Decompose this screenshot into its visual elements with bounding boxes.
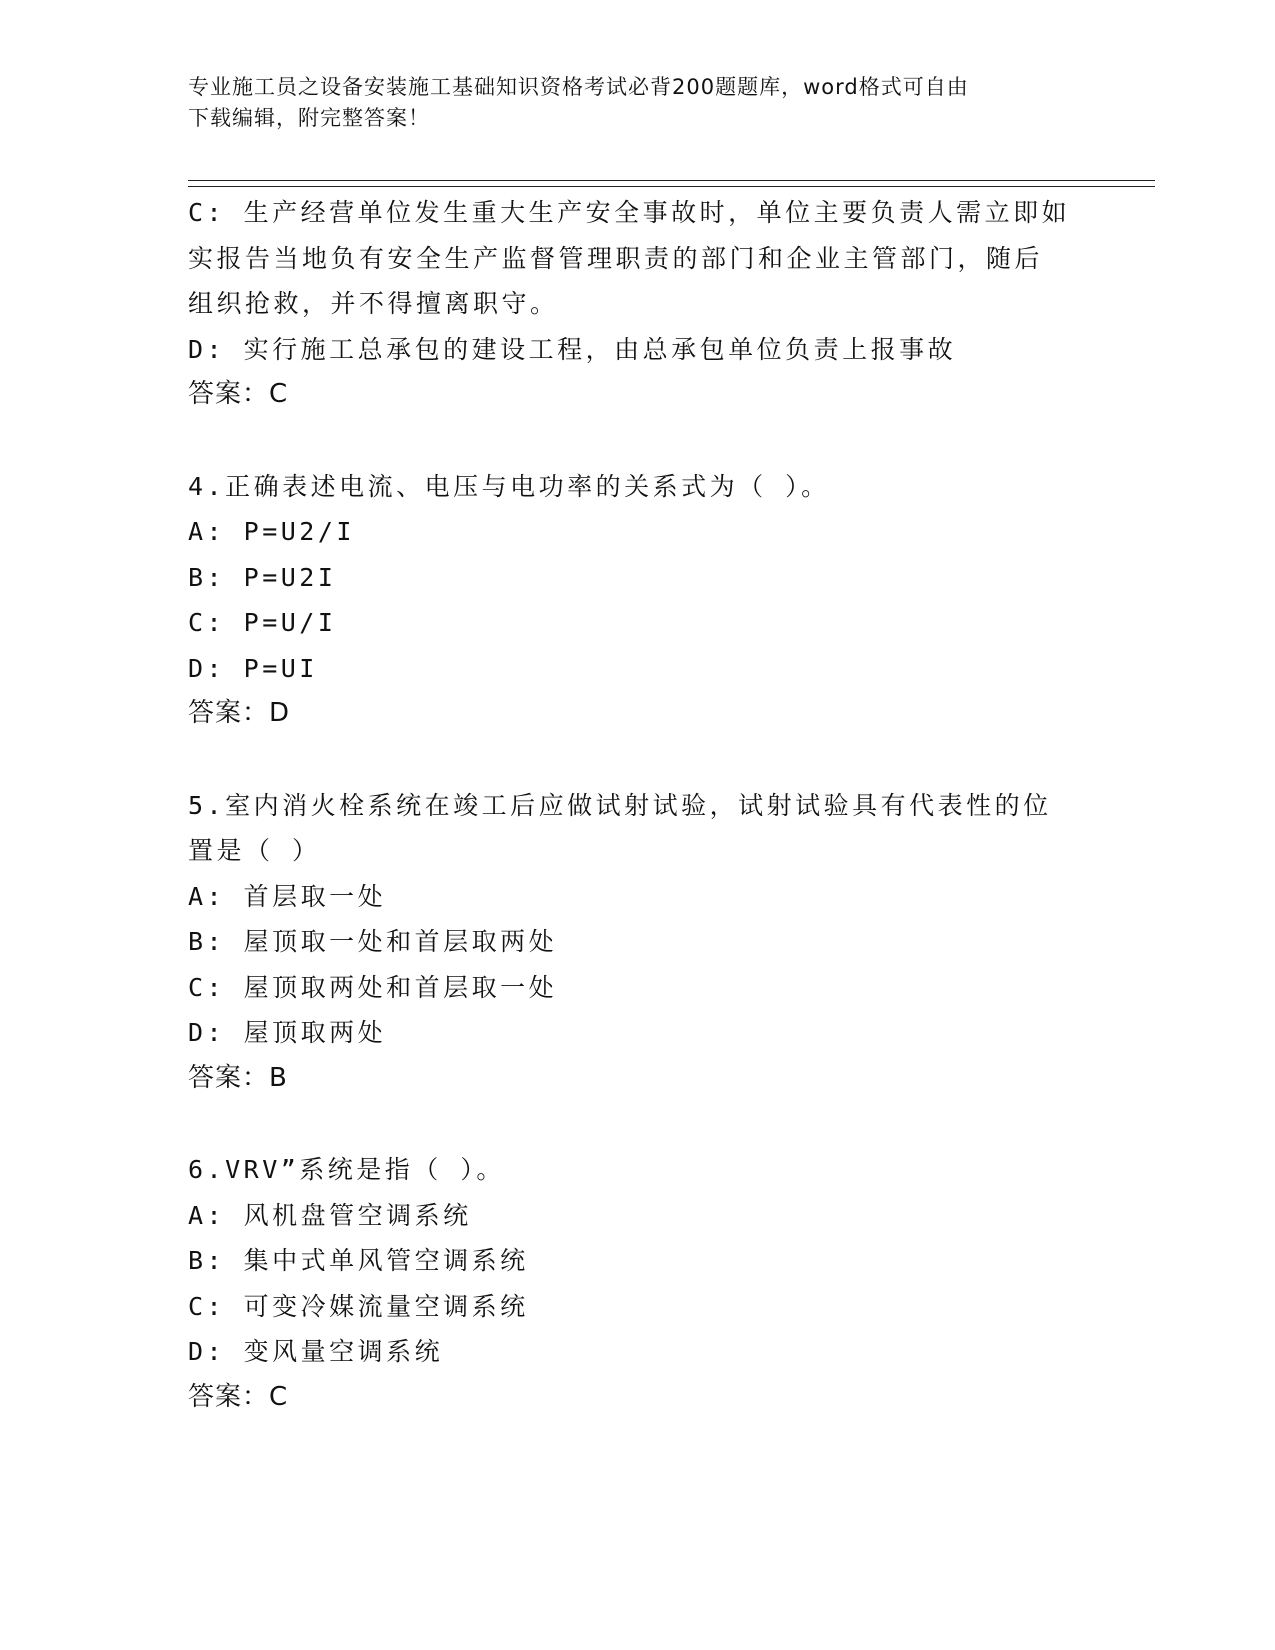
option-b: B: 集中式单风管空调系统 (188, 1246, 529, 1275)
option-a: A: 首层取一处 (188, 881, 387, 911)
answer: 答案：C (188, 1381, 289, 1412)
page-header (188, 72, 1068, 134)
question-stem-line2: 置是（ ） (188, 836, 321, 865)
option-b: B: 屋顶取一处和首层取两处 (188, 927, 558, 956)
option-d: D: P=UI (188, 653, 318, 683)
prev-question-block (188, 190, 1088, 418)
answer: 答案：D (188, 698, 291, 728)
option-b: B: P=U2I (188, 562, 337, 592)
option-c-line2: 实报告当地负有安全生产监督管理职责的部门和企业主管部门，随后 (188, 243, 1044, 273)
option-a: A: P=U2/I (188, 517, 355, 546)
document-content (188, 190, 1088, 1420)
question-5 (188, 783, 1088, 1102)
header-title-line2: 下载编辑，附完整答案！ (188, 106, 430, 130)
option-d: D: 屋顶取两处 (188, 1018, 387, 1047)
header-title-line1: 专业施工员之设备安装施工基础知识资格考试必背200题题库，word格式可自由 (188, 75, 969, 99)
question-stem: 6.VRV”系统是指（ ）。 (188, 1155, 505, 1184)
question-stem: 4.正确表述电流、电压与电功率的关系式为（ ）。 (188, 471, 830, 501)
option-d: D: 实行施工总承包的建设工程，由总承包单位负责上报事故 (188, 334, 957, 364)
question-stem-line1: 5.室内消火栓系统在竣工后应做试射试验，试射试验具有代表性的位 (188, 790, 1052, 820)
answer: 答案：C (188, 379, 289, 409)
option-c: C: P=U/I (188, 608, 337, 637)
question-4 (188, 464, 1088, 737)
header-divider (188, 180, 1155, 187)
option-c-line3: 组织抢救，并不得擅离职守。 (188, 289, 559, 318)
question-6 (188, 1147, 1088, 1420)
option-d: D: 变风量空调系统 (188, 1337, 444, 1366)
option-c: C: 屋顶取两处和首层取一处 (188, 972, 558, 1002)
option-c: C: 可变冷媒流量空调系统 (188, 1291, 529, 1321)
answer: 答案：B (188, 1062, 288, 1093)
option-c-line1: C: 生产经营单位发生重大生产安全事故时，单位主要负责人需立即如 (188, 198, 1071, 227)
option-a: A: 风机盘管空调系统 (188, 1200, 472, 1230)
